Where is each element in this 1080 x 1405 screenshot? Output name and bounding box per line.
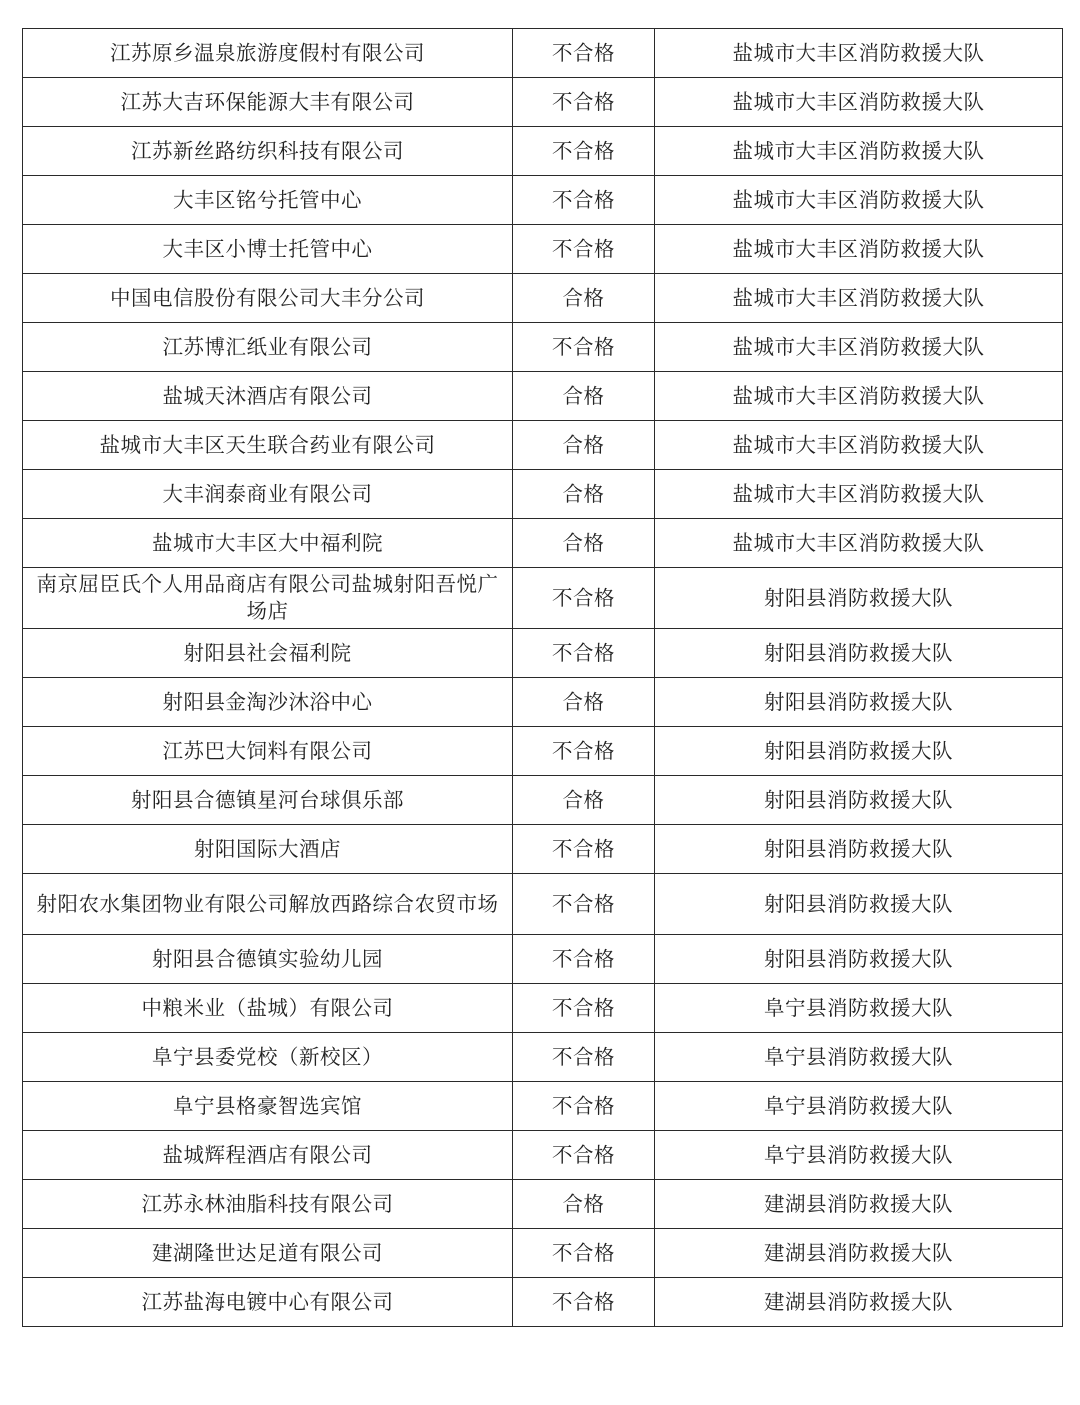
table-row [23, 568, 1063, 629]
result-cell: 合格 [513, 421, 655, 470]
company-cell: 射阳国际大酒店 [23, 825, 513, 874]
inspection-sheet [22, 28, 1062, 1327]
table-row [23, 629, 1063, 678]
unit-cell: 盐城市大丰区消防救援大队 [655, 421, 1063, 470]
table-row [23, 29, 1063, 78]
unit-cell: 盐城市大丰区消防救援大队 [655, 78, 1063, 127]
company-cell: 江苏永林油脂科技有限公司 [23, 1180, 513, 1229]
result-cell: 不合格 [513, 727, 655, 776]
company-cell: 射阳农水集团物业有限公司解放西路综合农贸市场 [23, 874, 513, 935]
table-row [23, 984, 1063, 1033]
table-row [23, 1033, 1063, 1082]
company-cell: 江苏博汇纸业有限公司 [23, 323, 513, 372]
company-cell: 盐城辉程酒店有限公司 [23, 1131, 513, 1180]
unit-cell: 射阳县消防救援大队 [655, 825, 1063, 874]
table-row [23, 874, 1063, 935]
unit-cell: 射阳县消防救援大队 [655, 935, 1063, 984]
result-cell: 不合格 [513, 225, 655, 274]
unit-cell: 射阳县消防救援大队 [655, 727, 1063, 776]
table-row [23, 1180, 1063, 1229]
company-cell: 中国电信股份有限公司大丰分公司 [23, 274, 513, 323]
result-cell: 不合格 [513, 1278, 655, 1327]
result-cell: 不合格 [513, 1082, 655, 1131]
result-cell: 不合格 [513, 629, 655, 678]
result-cell: 合格 [513, 678, 655, 727]
table-row [23, 127, 1063, 176]
company-cell: 阜宁县委党校（新校区） [23, 1033, 513, 1082]
result-cell: 不合格 [513, 1033, 655, 1082]
table-row [23, 1082, 1063, 1131]
company-cell: 中粮米业（盐城）有限公司 [23, 984, 513, 1033]
table-row [23, 1131, 1063, 1180]
company-cell: 江苏新丝路纺织科技有限公司 [23, 127, 513, 176]
unit-cell: 建湖县消防救援大队 [655, 1229, 1063, 1278]
result-cell: 不合格 [513, 323, 655, 372]
unit-cell: 建湖县消防救援大队 [655, 1180, 1063, 1229]
unit-cell: 阜宁县消防救援大队 [655, 1033, 1063, 1082]
unit-cell: 盐城市大丰区消防救援大队 [655, 372, 1063, 421]
unit-cell: 射阳县消防救援大队 [655, 629, 1063, 678]
table-row [23, 176, 1063, 225]
table-row [23, 825, 1063, 874]
company-cell: 南京屈臣氏个人用品商店有限公司盐城射阳吾悦广场店 [23, 568, 513, 629]
table-row [23, 678, 1063, 727]
table-row [23, 776, 1063, 825]
table-row [23, 372, 1063, 421]
unit-cell: 盐城市大丰区消防救援大队 [655, 127, 1063, 176]
unit-cell: 阜宁县消防救援大队 [655, 1131, 1063, 1180]
result-cell: 合格 [513, 274, 655, 323]
result-cell: 合格 [513, 470, 655, 519]
result-cell: 不合格 [513, 984, 655, 1033]
unit-cell: 盐城市大丰区消防救援大队 [655, 176, 1063, 225]
unit-cell: 盐城市大丰区消防救援大队 [655, 274, 1063, 323]
table-row [23, 935, 1063, 984]
table-row [23, 323, 1063, 372]
company-cell: 射阳县合德镇星河台球俱乐部 [23, 776, 513, 825]
unit-cell: 盐城市大丰区消防救援大队 [655, 470, 1063, 519]
company-cell: 大丰区铭兮托管中心 [23, 176, 513, 225]
company-cell: 江苏巴大饲料有限公司 [23, 727, 513, 776]
company-cell: 射阳县合德镇实验幼儿园 [23, 935, 513, 984]
company-cell: 盐城市大丰区大中福利院 [23, 519, 513, 568]
company-cell: 建湖隆世达足道有限公司 [23, 1229, 513, 1278]
result-cell: 合格 [513, 1180, 655, 1229]
unit-cell: 阜宁县消防救援大队 [655, 984, 1063, 1033]
company-cell: 盐城天沐酒店有限公司 [23, 372, 513, 421]
company-cell: 射阳县金淘沙沐浴中心 [23, 678, 513, 727]
result-cell: 不合格 [513, 1229, 655, 1278]
table-row [23, 470, 1063, 519]
company-cell: 阜宁县格豪智选宾馆 [23, 1082, 513, 1131]
unit-cell: 建湖县消防救援大队 [655, 1278, 1063, 1327]
unit-cell: 射阳县消防救援大队 [655, 568, 1063, 629]
unit-cell: 盐城市大丰区消防救援大队 [655, 323, 1063, 372]
inspection-table [22, 28, 1063, 1327]
table-row [23, 421, 1063, 470]
result-cell: 不合格 [513, 935, 655, 984]
result-cell: 合格 [513, 776, 655, 825]
result-cell: 不合格 [513, 29, 655, 78]
table-row [23, 274, 1063, 323]
result-cell: 不合格 [513, 825, 655, 874]
table-row [23, 1278, 1063, 1327]
result-cell: 不合格 [513, 568, 655, 629]
table-row [23, 225, 1063, 274]
result-cell: 不合格 [513, 127, 655, 176]
result-cell: 合格 [513, 519, 655, 568]
unit-cell: 阜宁县消防救援大队 [655, 1082, 1063, 1131]
company-cell: 大丰润泰商业有限公司 [23, 470, 513, 519]
table-row [23, 1229, 1063, 1278]
result-cell: 不合格 [513, 78, 655, 127]
unit-cell: 盐城市大丰区消防救援大队 [655, 29, 1063, 78]
company-cell: 江苏原乡温泉旅游度假村有限公司 [23, 29, 513, 78]
company-cell: 盐城市大丰区天生联合药业有限公司 [23, 421, 513, 470]
company-cell: 射阳县社会福利院 [23, 629, 513, 678]
result-cell: 不合格 [513, 176, 655, 225]
unit-cell: 射阳县消防救援大队 [655, 776, 1063, 825]
unit-cell: 射阳县消防救援大队 [655, 874, 1063, 935]
unit-cell: 盐城市大丰区消防救援大队 [655, 225, 1063, 274]
result-cell: 不合格 [513, 874, 655, 935]
result-cell: 合格 [513, 372, 655, 421]
unit-cell: 盐城市大丰区消防救援大队 [655, 519, 1063, 568]
result-cell: 不合格 [513, 1131, 655, 1180]
unit-cell: 射阳县消防救援大队 [655, 678, 1063, 727]
company-cell: 江苏盐海电镀中心有限公司 [23, 1278, 513, 1327]
table-row [23, 727, 1063, 776]
company-cell: 江苏大吉环保能源大丰有限公司 [23, 78, 513, 127]
table-row [23, 78, 1063, 127]
table-row [23, 519, 1063, 568]
company-cell: 大丰区小博士托管中心 [23, 225, 513, 274]
